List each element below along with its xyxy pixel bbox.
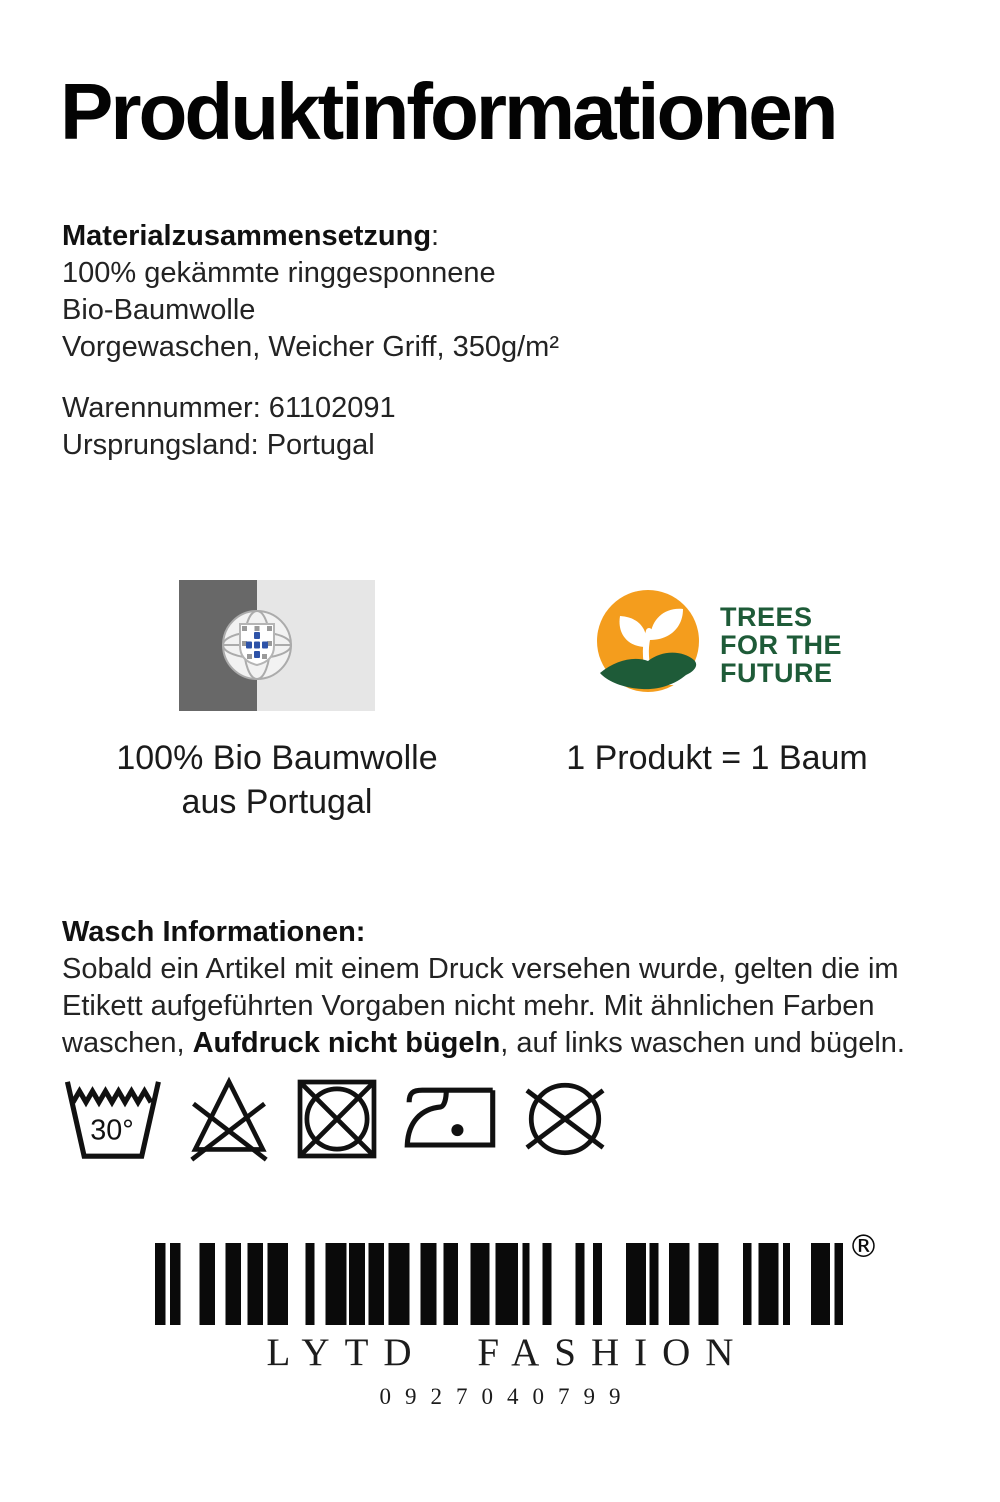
origin-caption <box>116 736 437 824</box>
material-label: Materialzusammensetzung <box>62 220 432 252</box>
wash-information-section <box>62 914 905 1062</box>
material-composition-section <box>62 218 559 366</box>
brand-number: 0927040799 <box>379 1384 635 1409</box>
do-not-bleach-icon <box>182 1075 276 1163</box>
barcode-block <box>155 1229 879 1325</box>
iron-one-dot-icon <box>398 1075 502 1163</box>
trees-logo-line-2: FOR THE <box>720 630 842 660</box>
product-meta-section <box>62 390 396 464</box>
origin-caption-line-2: aus Portugal <box>181 783 373 821</box>
origin-badge <box>62 570 492 824</box>
portugal-flag-icon <box>179 580 375 711</box>
wash-line-3-bold: Aufdruck nicht bügeln <box>192 1027 501 1059</box>
registered-trademark-icon: ® <box>848 1229 879 1265</box>
wash-line-3-post: , auf links waschen und bügeln. <box>500 1027 905 1059</box>
badges-row <box>62 570 942 824</box>
care-symbols-row <box>60 1075 610 1163</box>
wash-line-2: Etikett aufgeführten Vorgaben nicht mehr. Mit ähnlichen Farben <box>62 990 875 1022</box>
country-of-origin: Ursprungsland: Portugal <box>62 429 375 461</box>
material-label-line <box>62 218 559 255</box>
trees-logo-wordmark <box>720 603 842 687</box>
trees-badge <box>492 570 942 824</box>
item-number: Warennummer: 61102091 <box>62 392 396 424</box>
material-colon: : <box>431 220 440 252</box>
wash-line-3-pre: waschen, <box>62 1027 193 1059</box>
page-title: Produktinformationen <box>60 67 836 156</box>
trees-for-the-future-logo <box>592 589 842 701</box>
brand-name: LYTD FASHION <box>266 1331 749 1374</box>
do-not-tumble-dry-icon <box>294 1075 380 1163</box>
do-not-dry-clean-icon <box>520 1075 610 1163</box>
material-line-3: Vorgewaschen, Weicher Griff, 350g/m² <box>62 331 559 363</box>
trees-for-the-future-icon <box>592 589 704 701</box>
origin-caption-line-1: 100% Bio Baumwolle <box>116 739 438 777</box>
material-line-1: 100% gekämmte ringgesponnene <box>62 257 496 289</box>
wash-line-1: Sobald ein Artikel mit einem Druck versehen wurde, gelten die im <box>62 953 899 985</box>
wash-line-3 <box>62 1025 905 1062</box>
trees-logo-area <box>592 570 842 720</box>
wash-heading: Wasch Informationen: <box>62 916 366 948</box>
wash-30-icon <box>60 1075 164 1163</box>
trees-logo-line-3: FUTURE <box>720 658 833 688</box>
trees-logo-line-1: TREES <box>720 602 813 632</box>
trees-caption: 1 Produkt = 1 Baum <box>566 739 868 777</box>
barcode <box>155 1243 843 1325</box>
svg-text:30°: 30° <box>90 1114 134 1147</box>
flag-image-area <box>179 570 375 720</box>
material-line-2: Bio-Baumwolle <box>62 294 256 326</box>
